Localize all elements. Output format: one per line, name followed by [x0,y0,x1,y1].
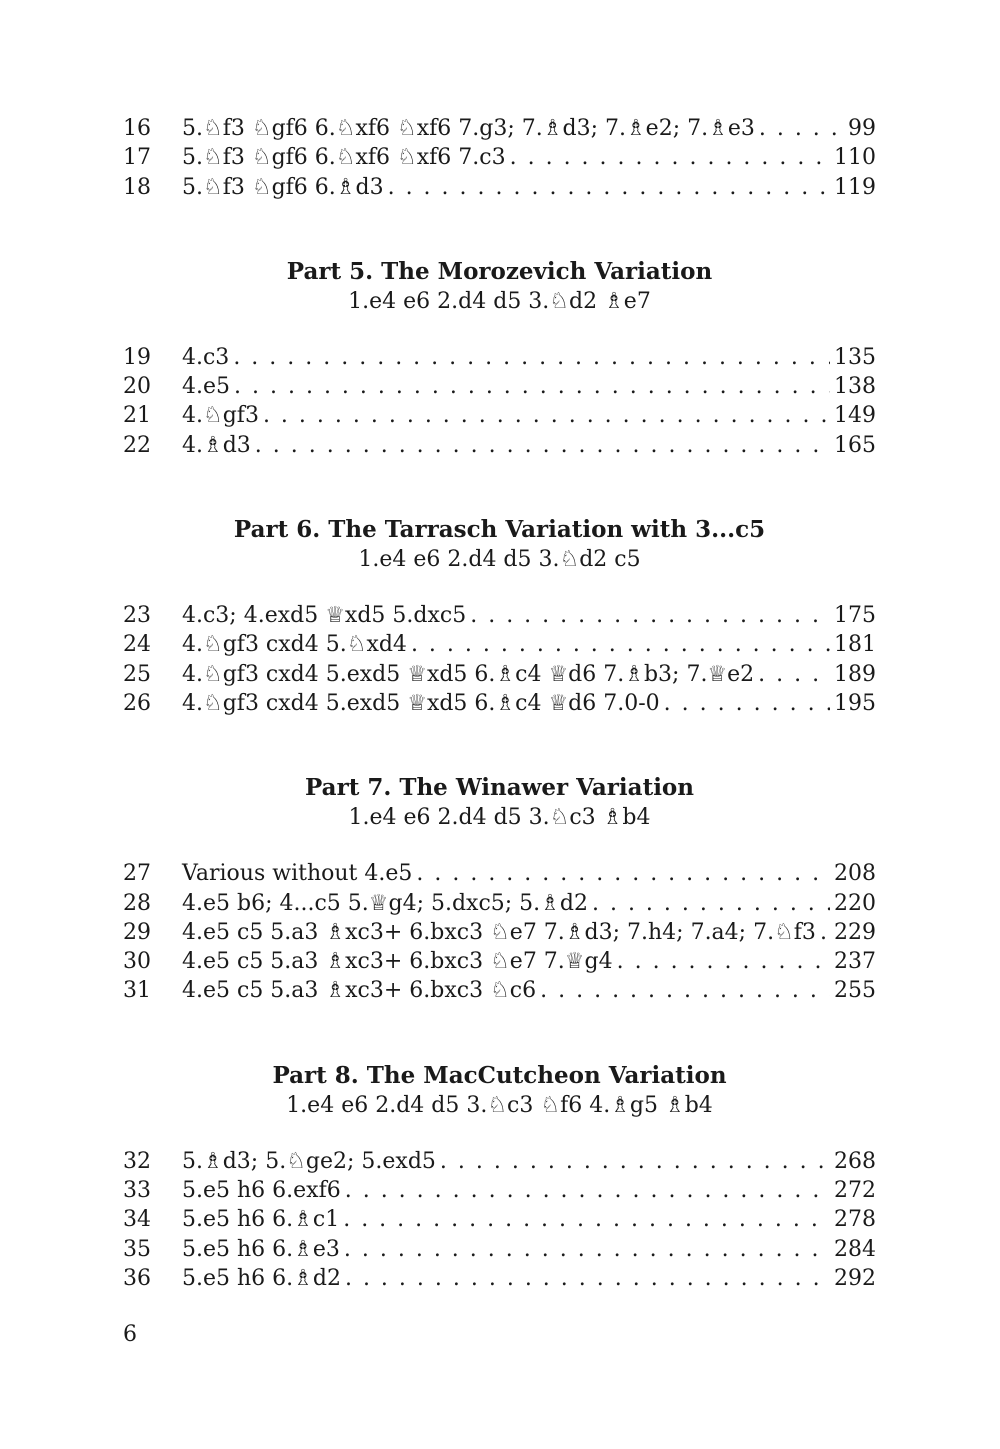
chapter-page: 292 [834,1265,876,1291]
dot-leader [345,1264,830,1293]
part-title: Part 5. The Morozevich Variation [286,257,713,285]
table-of-contents [123,114,876,1293]
chapter-moves: 5.♘f3 ♘gf6 6.♘xf6 ♘xf6 7.c3 [182,145,506,171]
chapter-page: 195 [834,690,876,716]
chapter-page: 220 [834,890,876,916]
dot-leader [510,143,830,172]
dot-leader [416,859,830,888]
chapter-number: 35 [123,1236,151,1262]
toc-entry [123,889,876,918]
chapter-page: 268 [834,1148,876,1174]
chapter-number: 17 [123,145,151,171]
chapter-moves: 4.♗d3 [182,432,251,458]
chapter-page: 138 [834,374,876,400]
chapter-page: 181 [834,632,876,658]
chapter-moves: 4.♘gf3 cxd4 5.exd5 ♕xd5 6.♗c4 ♕d6 7.0-0 [182,690,660,716]
toc-entry [123,947,876,976]
toc-entry [123,630,876,659]
chapter-page: 229 [834,919,876,945]
part-moves: 1.e4 e6 2.d4 d5 3.♘c3 ♗b4 [348,805,651,831]
chapter-page: 119 [834,174,876,200]
chapter-moves: 5.♘f3 ♘gf6 6.♗d3 [182,174,384,200]
dot-leader [759,114,844,143]
dot-leader [343,1205,830,1234]
toc-entry [123,143,876,172]
chapter-page: 175 [834,603,876,629]
part-moves: 1.e4 e6 2.d4 d5 3.♘d2 ♗e7 [348,288,651,314]
dot-leader [345,1176,830,1205]
chapter-moves: 5.♘f3 ♘gf6 6.♘xf6 ♘xf6 7.g3; 7.♗d3; 7.♗e2; 7.♗e3 [182,116,755,141]
chapter-moves: 4.♘gf3 cxd4 5.exd5 ♕xd5 6.♗c4 ♕d6 7.♗b3; 7.♕e2 [182,661,755,687]
chapter-page: 110 [834,145,876,171]
chapter-number: 36 [123,1265,151,1291]
dot-leader [664,689,830,718]
toc-entry [123,689,876,718]
chapter-moves: Various without 4.e5 [182,861,413,887]
chapter-number: 21 [123,403,151,429]
dot-leader [411,630,830,659]
chapter-moves: 5.e5 h6 6.exf6 [182,1178,341,1204]
chapter-page: 189 [834,661,876,687]
part-title: Part 6. The Tarrasch Variation with 3...c5 [233,516,766,544]
toc-entry [123,660,876,689]
chapter-page: 99 [848,116,876,141]
chapter-number: 34 [123,1207,151,1233]
chapter-number: 22 [123,432,151,458]
toc-entry [123,859,876,888]
chapter-number: 31 [123,978,151,1004]
dot-leader [540,976,830,1005]
chapter-page: 278 [834,1207,876,1233]
page-number: 6 [123,1322,137,1347]
toc-entry [123,173,876,202]
chapter-number: 25 [123,661,151,687]
dot-leader [820,918,830,947]
chapter-number: 26 [123,690,151,716]
chapter-page: 272 [834,1178,876,1204]
toc-entry [123,372,876,401]
dot-leader [470,601,830,630]
toc-entry [123,401,876,430]
chapter-moves: 4.c3 [182,344,230,370]
chapter-number: 30 [123,949,151,975]
chapter-moves: 4.c3; 4.exd5 ♕xd5 5.dxc5 [182,603,467,629]
toc-entry [123,976,876,1005]
dot-leader [263,401,830,430]
chapter-number: 27 [123,861,151,887]
part-title: Part 7. The Winawer Variation [305,774,694,802]
toc-entry [123,343,876,372]
dot-leader [592,889,830,918]
toc-entry [123,431,876,460]
chapter-page: 255 [834,978,876,1004]
chapter-number: 24 [123,632,151,658]
chapter-moves: 4.e5 c5 5.a3 ♗xc3+ 6.bxc3 ♘c6 [182,978,537,1004]
part-heading [123,257,876,317]
chapter-page: 208 [834,861,876,887]
dot-leader [617,947,830,976]
toc-entry [123,1264,876,1293]
dot-leader [758,660,830,689]
chapter-number: 16 [123,116,151,141]
chapter-number: 18 [123,174,151,200]
chapter-moves: 5.e5 h6 6.♗c1 [182,1207,340,1233]
part-heading [123,515,876,575]
chapter-number: 28 [123,890,151,916]
chapter-number: 20 [123,374,151,400]
chapter-page: 149 [834,403,876,429]
chapter-number: 29 [123,919,151,945]
dot-leader [233,343,830,372]
dot-leader [234,372,830,401]
chapter-page: 165 [834,432,876,458]
chapter-number: 33 [123,1178,151,1204]
chapter-moves: 4.e5 c5 5.a3 ♗xc3+ 6.bxc3 ♘e7 7.♗d3; 7.h4; 7.a4; 7.♘f3 [182,919,816,945]
part-moves: 1.e4 e6 2.d4 d5 3.♘d2 c5 [358,547,641,573]
toc-entry [123,918,876,947]
dot-leader [255,431,830,460]
chapter-moves: 5.♗d3; 5.♘ge2; 5.exd5 [182,1148,436,1174]
chapter-number: 23 [123,603,151,629]
part-heading [123,1061,876,1121]
chapter-moves: 4.e5 [182,374,231,400]
chapter-moves: 4.e5 c5 5.a3 ♗xc3+ 6.bxc3 ♘e7 7.♕g4 [182,949,613,975]
chapter-moves: 4.♘gf3 cxd4 5.♘xd4 [182,632,407,658]
dot-leader [388,173,830,202]
toc-entry [123,601,876,630]
toc-entry [123,1205,876,1234]
dot-leader [440,1147,830,1176]
toc-entry [123,114,876,143]
chapter-number: 32 [123,1148,151,1174]
chapter-page: 135 [834,344,876,370]
toc-entry [123,1235,876,1264]
part-heading [123,773,876,833]
chapter-moves: 5.e5 h6 6.♗d2 [182,1265,341,1291]
toc-entry [123,1176,876,1205]
chapter-moves: 4.♘gf3 [182,403,259,429]
chapter-page: 284 [834,1236,876,1262]
chapter-moves: 4.e5 b6; 4...c5 5.♕g4; 5.dxc5; 5.♗d2 [182,890,588,916]
chapter-moves: 5.e5 h6 6.♗e3 [182,1236,340,1262]
part-title: Part 8. The MacCutcheon Variation [272,1061,727,1089]
chapter-number: 19 [123,344,151,370]
part-moves: 1.e4 e6 2.d4 d5 3.♘c3 ♘f6 4.♗g5 ♗b4 [286,1092,713,1118]
chapter-page: 237 [834,949,876,975]
dot-leader [344,1235,830,1264]
toc-entry [123,1147,876,1176]
